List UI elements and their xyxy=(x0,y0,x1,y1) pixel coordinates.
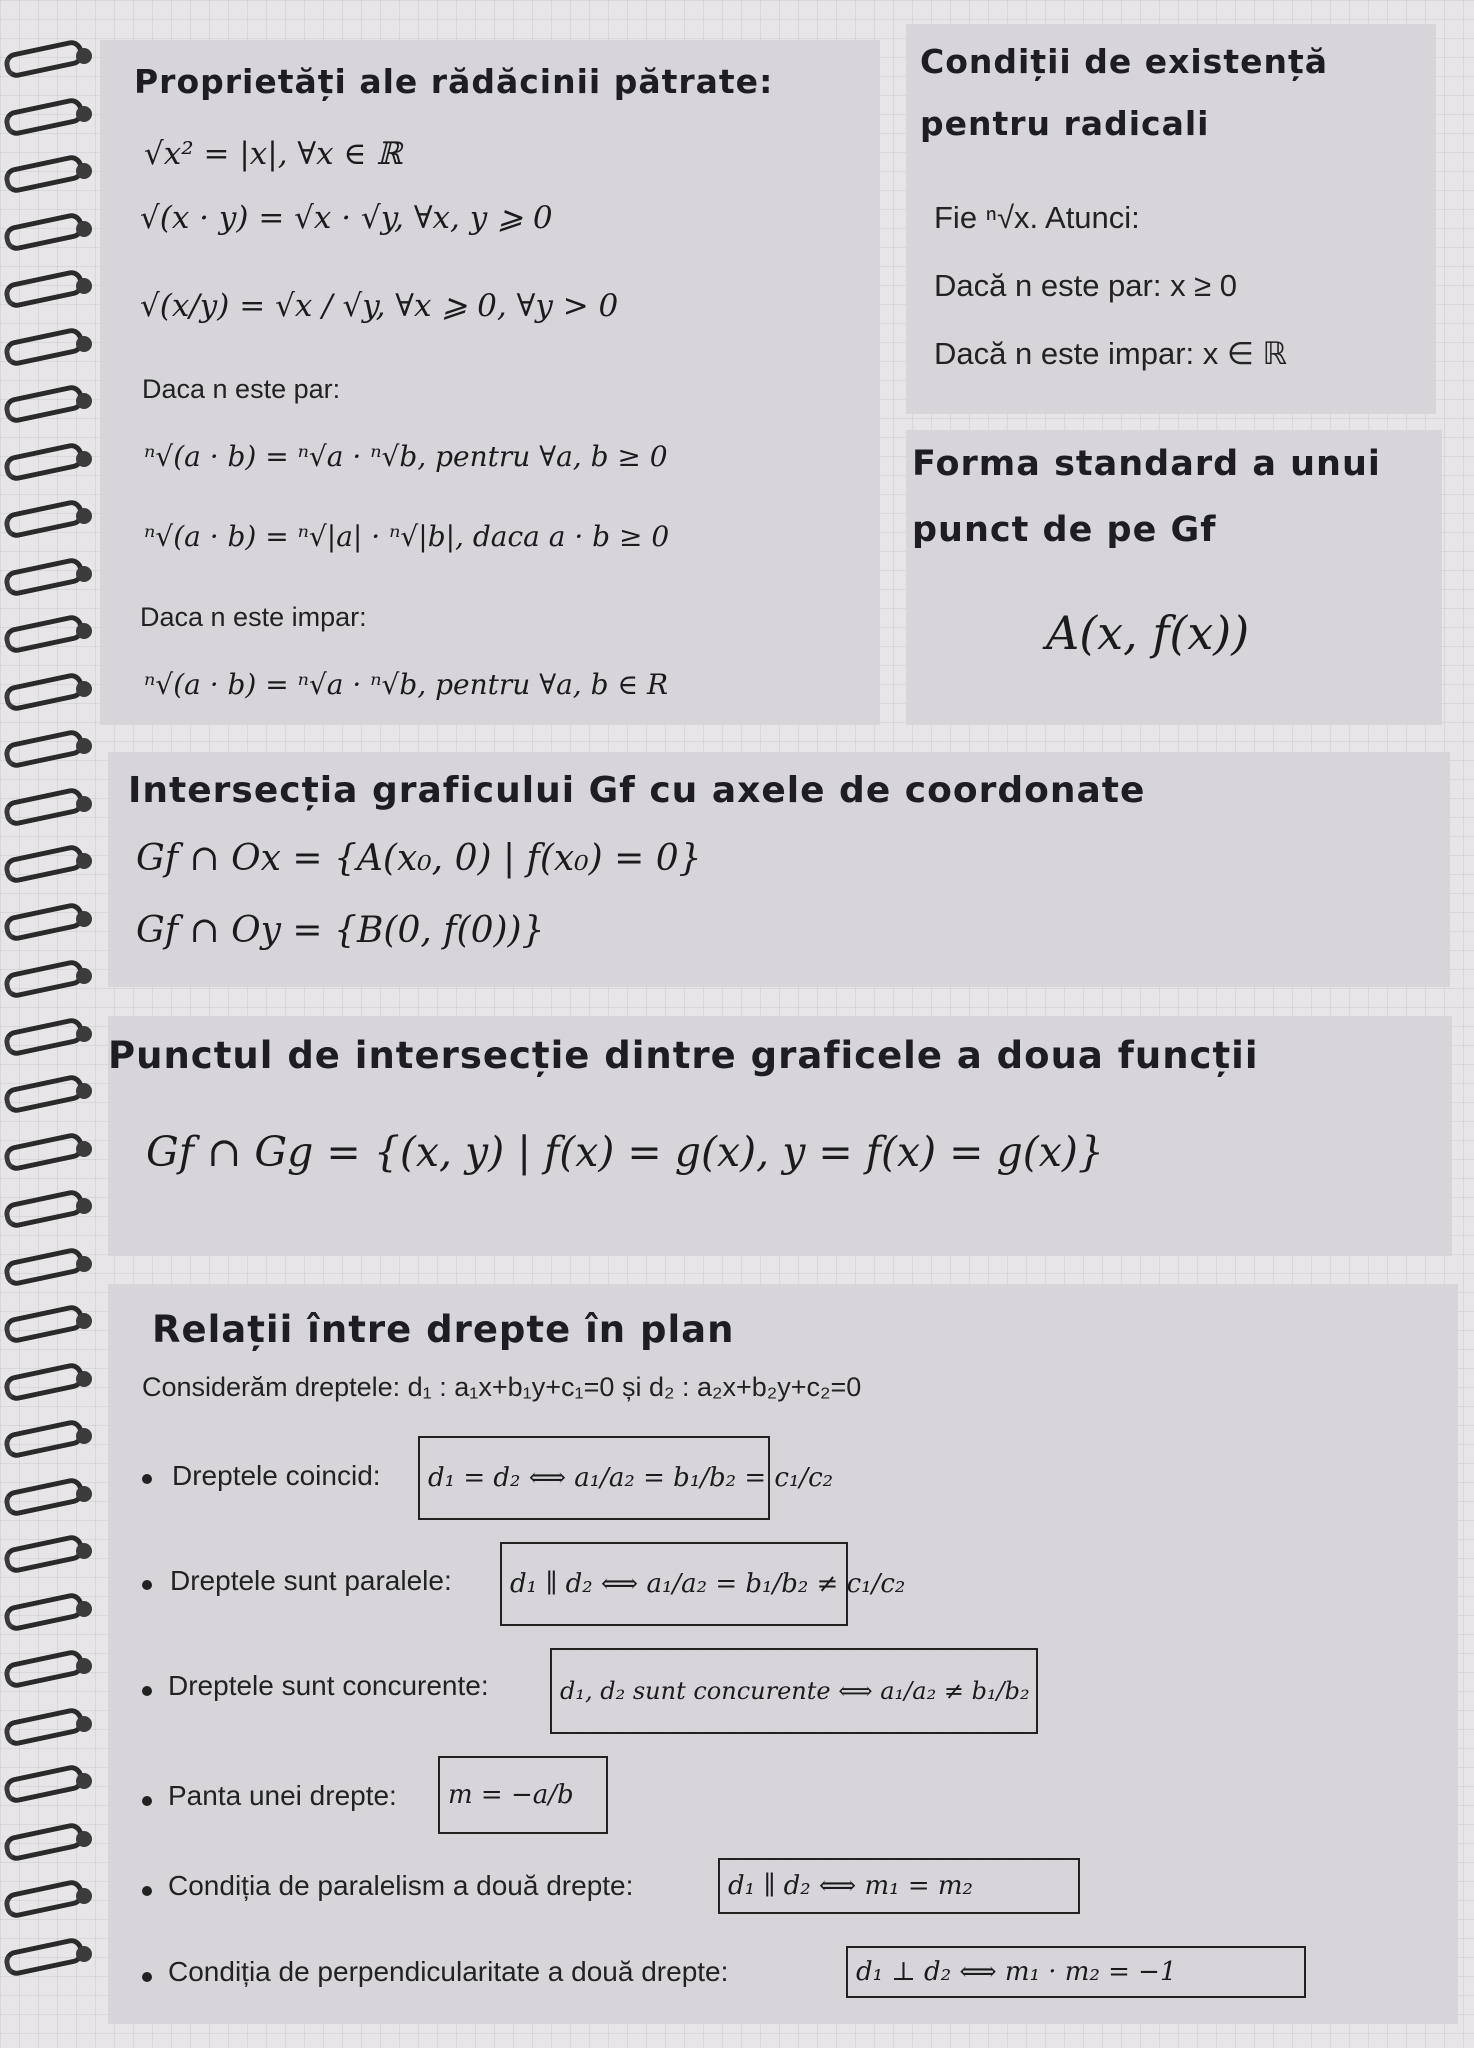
ring-loop xyxy=(2,325,86,367)
ring-loop xyxy=(2,613,86,655)
item-label-concurrent: Dreptele sunt concurente: xyxy=(168,1670,489,1701)
card-title-line2: punct de pe Gf xyxy=(912,510,1217,550)
point-formula: A(x, f(x)) xyxy=(1046,606,1250,660)
ring-hole xyxy=(76,1371,92,1387)
bullet-icon xyxy=(142,1686,152,1696)
ring-loop xyxy=(2,555,86,597)
spiral-ring xyxy=(4,903,104,937)
ring-loop xyxy=(2,1820,86,1862)
ring-hole xyxy=(76,451,92,467)
ring-hole xyxy=(76,796,92,812)
card-title: Proprietăți ale rădăcinii pătrate: xyxy=(134,62,774,101)
formula-box-coincident: d₁ = d₂ ⟺ a₁/a₂ = b₁/b₂ = c₁/c₂ xyxy=(418,1436,770,1520)
formula-quotient-root: √(x/y) = √x / √y, ∀x ⩾ 0, ∀y > 0 xyxy=(140,288,619,324)
even-condition: Dacă n este par: x ≥ 0 xyxy=(934,268,1238,303)
spiral-ring xyxy=(4,1765,104,1799)
ring-hole xyxy=(76,1831,92,1847)
spiral-ring xyxy=(4,98,104,132)
card-title-line2: pentru radicali xyxy=(920,104,1210,143)
ring-loop xyxy=(2,1935,86,1977)
ring-hole xyxy=(76,1486,92,1502)
spiral-ring xyxy=(4,155,104,189)
bullet-icon xyxy=(142,1886,152,1896)
spiral-ring xyxy=(4,558,104,592)
card-title-line1: Forma standard a unui xyxy=(912,444,1381,484)
card-title-line1: Condiții de existență xyxy=(920,42,1329,81)
formula-box-parallel: d₁ ∥ d₂ ⟺ a₁/a₂ = b₁/b₂ ≠ c₁/c₂ xyxy=(500,1542,848,1626)
ring-loop xyxy=(2,843,86,885)
spiral-ring xyxy=(4,788,104,822)
spiral-ring xyxy=(4,40,104,74)
spiral-ring xyxy=(4,213,104,247)
bullet-icon xyxy=(142,1972,152,1982)
ring-loop xyxy=(2,1590,86,1632)
ring-hole xyxy=(76,738,92,754)
ring-loop xyxy=(2,38,86,80)
ring-hole xyxy=(76,911,92,927)
spiral-ring xyxy=(4,1823,104,1857)
lines-intro: Considerăm dreptele: d₁ : a₁x+b₁y+c₁=0 și d₂ : a₂x+b₂y+c₂=0 xyxy=(142,1372,862,1402)
spiral-ring xyxy=(4,1190,104,1224)
ring-hole xyxy=(76,1773,92,1789)
spiral-ring xyxy=(4,443,104,477)
ring-hole xyxy=(76,1428,92,1444)
axes-intersection-card xyxy=(108,752,1450,987)
item-label-slope: Panta unei drepte: xyxy=(168,1780,397,1811)
spiral-ring xyxy=(4,1708,104,1742)
ring-hole xyxy=(76,508,92,524)
ring-hole xyxy=(76,278,92,294)
ring-loop xyxy=(2,1130,86,1172)
ring-loop xyxy=(2,1533,86,1575)
ring-hole xyxy=(76,221,92,237)
radical-existence-card xyxy=(906,24,1436,414)
spiral-ring xyxy=(4,385,104,419)
ring-hole xyxy=(76,1198,92,1214)
ring-loop xyxy=(2,1015,86,1057)
formula-even-absolute: ⁿ√(a · b) = ⁿ√|a| · ⁿ√|b|, daca a · b ≥ 0 xyxy=(144,520,670,553)
ring-loop xyxy=(2,1878,86,1920)
spiral-ring xyxy=(4,1650,104,1684)
ring-hole xyxy=(76,968,92,984)
card-title: Punctul de intersecție dintre graficele a doua funcții xyxy=(108,1034,1259,1077)
ring-hole xyxy=(76,623,92,639)
bullet-icon xyxy=(142,1474,152,1484)
standard-point-form-card xyxy=(906,430,1442,725)
item-label-parallelism: Condiția de paralelism a două drepte: xyxy=(168,1870,634,1901)
lines-relations-card xyxy=(108,1284,1458,2024)
spiral-binding xyxy=(0,40,110,2030)
spiral-ring xyxy=(4,1593,104,1627)
spiral-ring xyxy=(4,1478,104,1512)
ring-hole xyxy=(76,1888,92,1904)
ring-hole xyxy=(76,1543,92,1559)
ring-loop xyxy=(2,1188,86,1230)
ring-hole xyxy=(76,1946,92,1962)
formula-box-parallelism: d₁ ∥ d₂ ⟺ m₁ = m₂ xyxy=(718,1858,1080,1914)
graphs-intersection-formula: Gf ∩ Gg = {(x, y) | f(x) = g(x), y = f(x) = g(x)} xyxy=(146,1128,1104,1176)
ring-loop xyxy=(2,1073,86,1115)
item-label-coincident: Dreptele coincid: xyxy=(172,1460,381,1491)
formula-box-concurrent: d₁, d₂ sunt concurente ⟺ a₁/a₂ ≠ b₁/b₂ xyxy=(550,1648,1038,1734)
ring-hole xyxy=(76,1658,92,1674)
ring-hole xyxy=(76,681,92,697)
ring-hole xyxy=(76,853,92,869)
ring-loop xyxy=(2,670,86,712)
ring-loop xyxy=(2,153,86,195)
spiral-ring xyxy=(4,615,104,649)
spiral-ring xyxy=(4,1248,104,1282)
formula-even-positive: ⁿ√(a · b) = ⁿ√a · ⁿ√b, pentru ∀a, b ≥ 0 xyxy=(144,440,668,473)
ring-hole xyxy=(76,163,92,179)
formula-box-slope: m = −a/b xyxy=(438,1756,608,1834)
spiral-ring xyxy=(4,1133,104,1167)
ring-hole xyxy=(76,1141,92,1157)
radical-intro: Fie ⁿ√x. Atunci: xyxy=(934,200,1140,235)
ring-loop xyxy=(2,383,86,425)
odd-label: Daca n este impar: xyxy=(140,602,367,632)
ring-loop xyxy=(2,1360,86,1402)
ring-hole xyxy=(76,393,92,409)
spiral-ring xyxy=(4,500,104,534)
bullet-icon xyxy=(142,1580,152,1590)
ring-hole xyxy=(76,1716,92,1732)
ring-hole xyxy=(76,1083,92,1099)
ring-loop xyxy=(2,1648,86,1690)
ring-loop xyxy=(2,785,86,827)
spiral-ring xyxy=(4,1018,104,1052)
spiral-ring xyxy=(4,1305,104,1339)
ring-loop xyxy=(2,210,86,252)
ring-loop xyxy=(2,95,86,137)
ring-hole xyxy=(76,336,92,352)
ring-loop xyxy=(2,1763,86,1805)
ring-loop xyxy=(2,268,86,310)
ring-loop xyxy=(2,1705,86,1747)
spiral-ring xyxy=(4,1880,104,1914)
ring-loop xyxy=(2,958,86,1000)
square-root-properties-card xyxy=(100,40,880,725)
ring-loop xyxy=(2,1475,86,1517)
bullet-icon xyxy=(142,1796,152,1806)
spiral-ring xyxy=(4,1420,104,1454)
ring-hole xyxy=(76,48,92,64)
spiral-ring xyxy=(4,1938,104,1972)
ring-loop xyxy=(2,1303,86,1345)
ox-intersection-formula: Gf ∩ Ox = {A(x₀, 0) | f(x₀) = 0} xyxy=(136,838,702,879)
spiral-ring xyxy=(4,1535,104,1569)
spiral-ring xyxy=(4,328,104,362)
formula-product-root: √(x · y) = √x · √y, ∀x, y ⩾ 0 xyxy=(140,200,553,236)
item-label-parallel: Dreptele sunt paralele: xyxy=(170,1565,452,1596)
ring-hole xyxy=(76,106,92,122)
even-label: Daca n este par: xyxy=(142,374,341,404)
ring-loop xyxy=(2,1418,86,1460)
ring-loop xyxy=(2,440,86,482)
card-title: Intersecția graficului Gf cu axele de coordonate xyxy=(128,770,1146,811)
ring-loop xyxy=(2,498,86,540)
formula-abs-value: √x² = |x|, ∀x ∈ ℝ xyxy=(144,136,403,172)
ring-hole xyxy=(76,566,92,582)
spiral-ring xyxy=(4,730,104,764)
card-title: Relații între drepte în plan xyxy=(152,1308,735,1351)
spiral-ring xyxy=(4,673,104,707)
odd-condition: Dacă n este impar: x ∈ ℝ xyxy=(934,336,1288,371)
ring-loop xyxy=(2,900,86,942)
oy-intersection-formula: Gf ∩ Oy = {B(0, f(0))} xyxy=(136,910,545,951)
spiral-ring xyxy=(4,1363,104,1397)
item-label-perpendicularity: Condiția de perpendicularitate a două drepte: xyxy=(168,1956,729,1987)
ring-hole xyxy=(76,1026,92,1042)
graphs-intersection-card xyxy=(108,1016,1452,1256)
spiral-ring xyxy=(4,270,104,304)
spiral-ring xyxy=(4,845,104,879)
ring-loop xyxy=(2,728,86,770)
ring-loop xyxy=(2,1245,86,1287)
formula-box-perpendicularity: d₁ ⊥ d₂ ⟺ m₁ · m₂ = −1 xyxy=(846,1946,1306,1998)
ring-hole xyxy=(76,1313,92,1329)
ring-hole xyxy=(76,1601,92,1617)
spiral-ring xyxy=(4,960,104,994)
formula-odd: ⁿ√(a · b) = ⁿ√a · ⁿ√b, pentru ∀a, b ∈ R xyxy=(144,668,669,701)
ring-hole xyxy=(76,1256,92,1272)
spiral-ring xyxy=(4,1075,104,1109)
